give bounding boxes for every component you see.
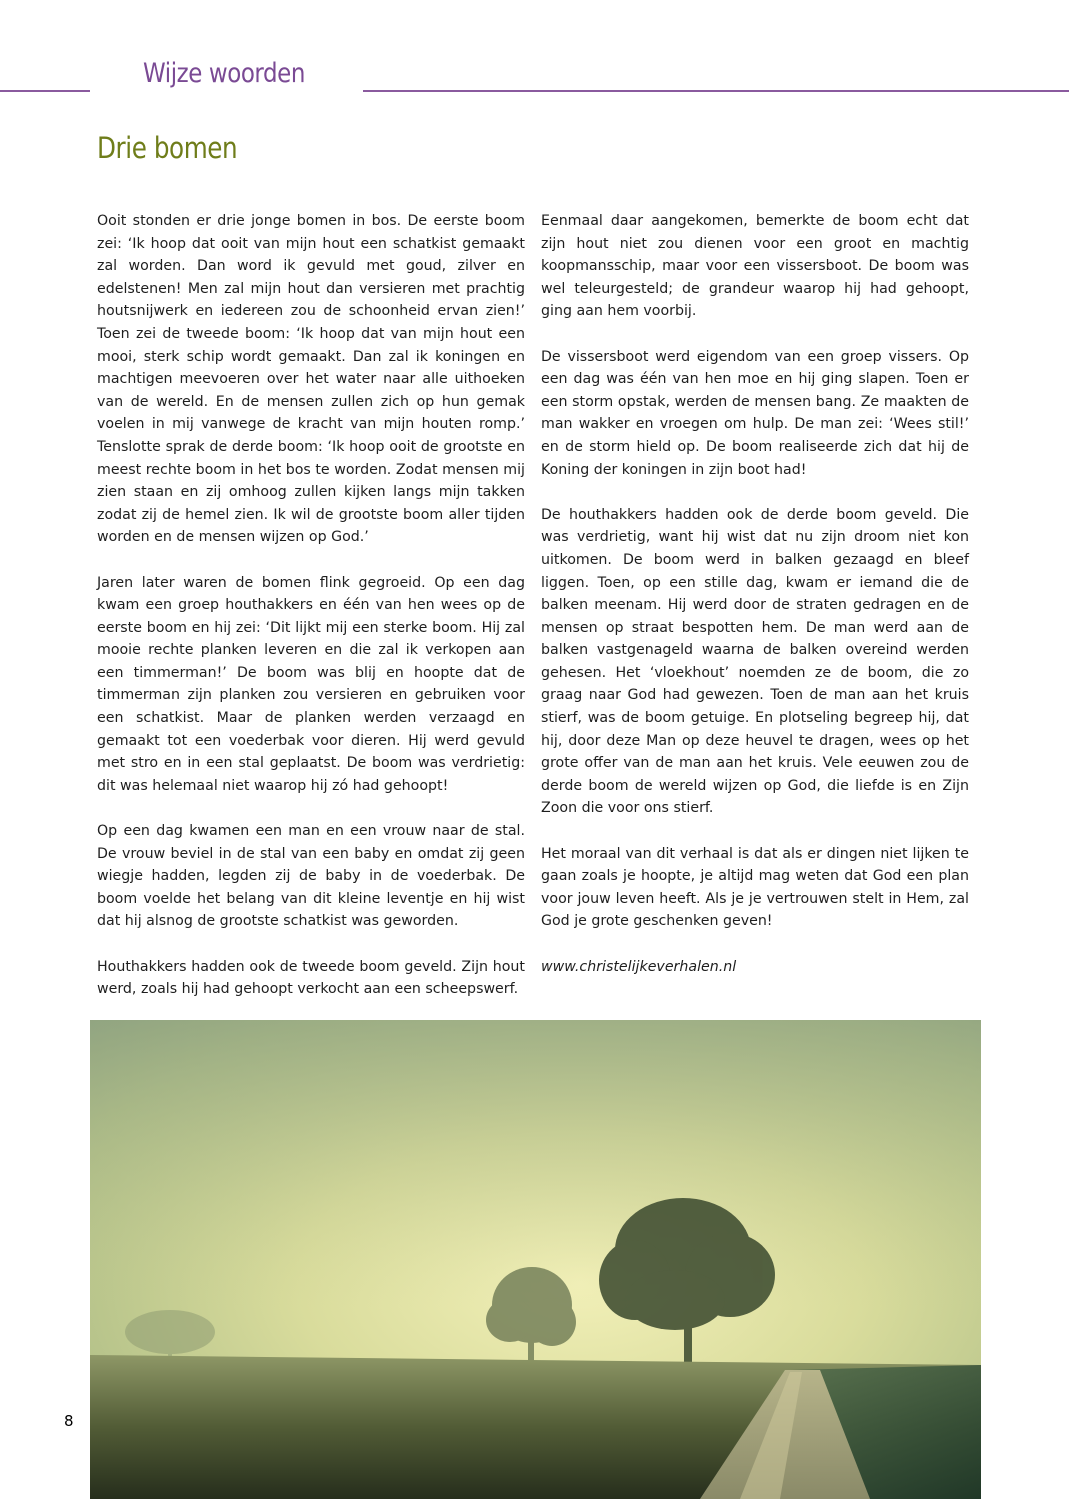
article-column-right xyxy=(541,210,969,978)
page-number: 8 xyxy=(64,1412,74,1430)
article-column-left xyxy=(97,210,525,1001)
header-rule-right xyxy=(363,90,1069,92)
header-rule-left xyxy=(0,90,90,92)
section-title: Wijze woorden xyxy=(143,58,306,89)
paragraph: Ooit stonden er drie jonge bomen in bos. De eerste boom zei: ‘Ik hoop dat ooit van mijn hout een schatkist gemaakt zal worden. Dan word ik gevuld met goud, zilver en edelstenen! Men zal mijn hout dan versieren met prachtig houtsnijwerk en iedereen zou de schoonheid ervan zien!’ Toen zei de tweede boom: ‘Ik hoop dat van mijn hout een mooi, sterk schip wordt gemaakt. Dan zal ik koningen en machtigen meevoeren over het water naar alle uithoeken van de wereld. En de mensen zullen zich op hun gemak voelen in mij vanwege de kracht van mijn houten romp.’ Tenslotte sprak de derde boom: ‘Ik hoop ooit de grootste en meest rechte boom in het bos te worden. Zodat mensen mij zien staan en zij omhoog zullen kijken langs mijn takken zodat zij de hemel zien. Ik wil de grootste boom aller tijden worden en de mensen wijzen op God.’ xyxy=(97,213,525,546)
misty-field-trees-photo xyxy=(90,1020,981,1499)
paragraph: Eenmaal daar aangekomen, bemerkte de boom echt dat zijn hout niet zou dienen voor een groot en machtig koopmansschip, maar voor een vissersboot. De boom was wel teleurgesteld; de grandeur waarop hij had gehoopt, ging aan hem voorbij. xyxy=(541,213,969,320)
paragraph: De vissersboot werd eigendom van een groep vissers. Op een dag was één van hen moe en hij ging slapen. Toen er een storm opstak, werden de mensen bang. Ze maakten de man wakker en vroegen om hulp. De man zei: ‘Wees stil!’ en de storm hield op. De boom realiseerde zich dat hij de Koning der koningen in zijn boot had! xyxy=(541,348,969,478)
paragraph: De houthakkers hadden ook de derde boom geveld. Die was verdrietig, want hij wist dat nu zijn droom niet kon uitkomen. De boom werd in balken gezaagd en bleef liggen. Toen, op een stille dag, kwam er iemand die de balken meenam. Hij werd door de straten gedragen en de mensen op straat bespotten hem. De man werd aan de balken vastgenageld waarna de balken overeind werden gehesen. Het ‘vloekhout’ noemden ze de boom, die zo graag naar God had gewezen. Toen de man aan het kruis stierf, was de boom getuige. En plotseling begreep hij, dat hij, door deze Man op deze heuvel te dragen, wees op het grote offer van de man aan het kruis. Vele eeuwen zou de derde boom de wereld wijzen op God, die liefde is en Zijn Zoon die voor ons stierf. xyxy=(541,506,969,817)
article-title: Drie bomen xyxy=(97,131,238,165)
paragraph: Het moraal van dit verhaal is dat als er dingen niet lijken te gaan zoals je hoopte, je altijd mag weten dat God een plan voor jouw leven heeft. Als je je vertrouwen stelt in Hem, zal God je grote geschenken geven! xyxy=(541,845,969,930)
paragraph: Jaren later waren de bomen flink gegroeid. Op een dag kwam een groep houthakkers en één van hen wees op de eerste boom en hij zei: ‘Dit lijkt mij een sterke boom. Hij zal mooie rechte planken leveren en die zal ik verkopen aan een timmerman!’ De boom was blij en hoopte dat de timmerman zijn planken zou versieren en gebruiken voor een schatkist. Maar de planken werden verzaagd en gemaakt tot een voederbak voor dieren. Hij werd gevuld met stro en in een stal geplaatst. De boom was verdrietig: dit was helemaal niet waarop hij zó had gehoopt! xyxy=(97,574,525,794)
paragraph: Houthakkers hadden ook de tweede boom geveld. Zijn hout werd, zoals hij had gehoopt verkocht aan een scheepswerf. xyxy=(97,958,525,998)
paragraph: Op een dag kwamen een man en een vrouw naar de stal. De vrouw beviel in de stal van een baby en omdat zij geen wiegje hadden, legden zij de baby in de voederbak. De boom voelde het belang van dit kleine leventje en hij wist dat hij alsnog de grootste schatkist was geworden. xyxy=(97,823,525,930)
source-link[interactable]: www.christelijkeverhalen.nl xyxy=(541,958,737,975)
